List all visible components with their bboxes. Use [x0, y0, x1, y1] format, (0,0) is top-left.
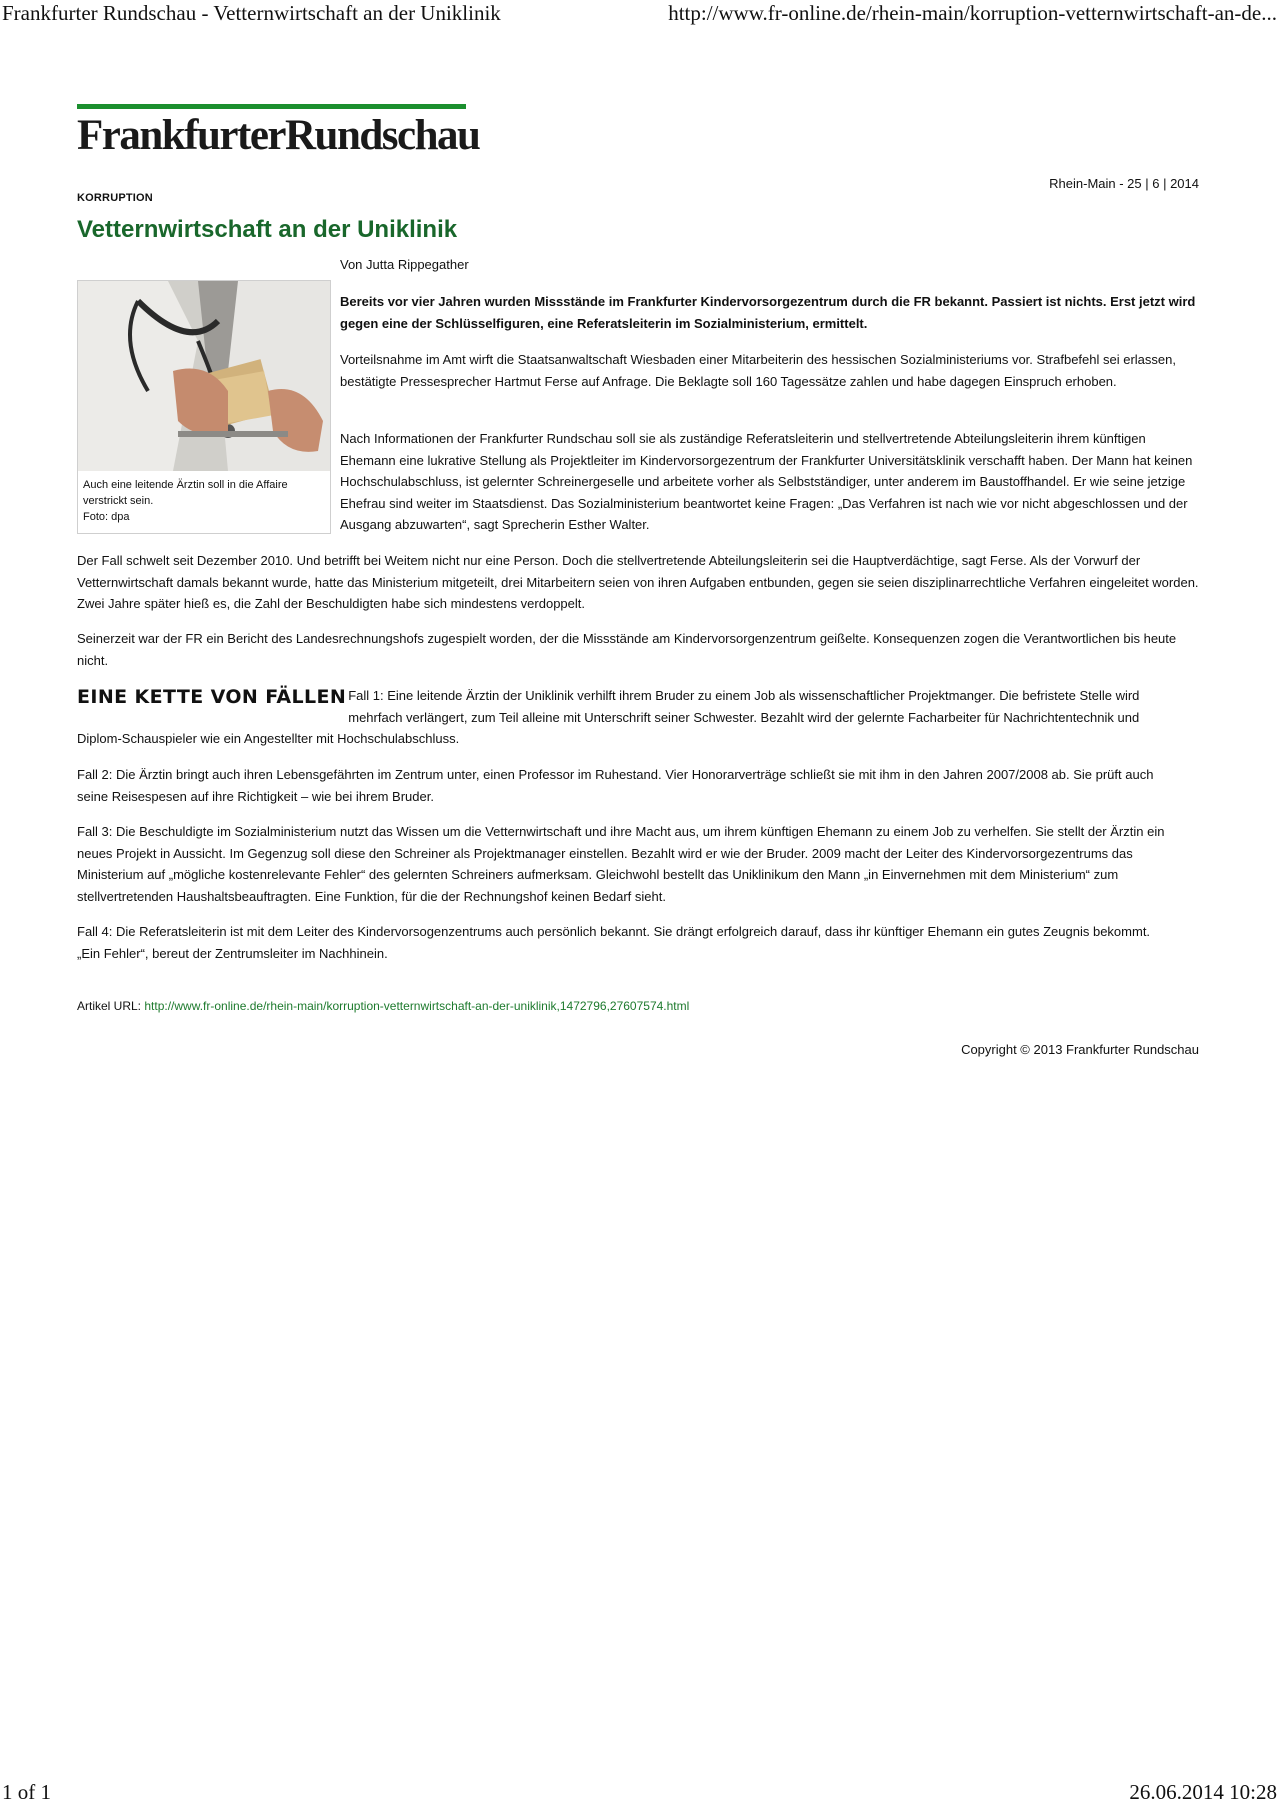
article-paragraph: Nach Informationen der Frankfurter Rundschau soll sie als zuständige Referatsleiterin und stellvertretende Abteilungsleiterin ihrem künftigen Ehemann eine lukrative Stellung als Projektleiter im Kindervorsorgezentrum der Frankfurter Universitätsklinik verschafft haben. Der Mann hat keinen Hochschulabschluss, ist gelernter Schreinergeselle und arbeitete vorher als Selbstständiger, unter anderem im Baustoffhandel. Er wie seine jetzige Ehefrau sind weiter im Staatsdienst. Das Sozialministerium beantwortet keine Fragen: „Das Verfahren ist nach wie vor nicht abgeschlossen und der Ausgang abzuwarten“, sagt Sprecherin Esther Walter. [340, 431, 1193, 532]
copyright-notice: Copyright © 2013 Frankfurter Rundschau [961, 1042, 1199, 1057]
print-footer [0, 1777, 1280, 1805]
article-photo [78, 281, 330, 471]
case-text: Fall 1: Eine leitende Ärztin der Uniklinik verhilft ihrem Bruder zu einem Job als wissenschaftlicher Projektmanger. Die befristete Stelle wird mehrfach verlängert, zum Teil alleine mit Unterschrift seiner Schwester. Bezahlt wird der gelernte Facharbeiter für Nachrichtentechnik und Diplom-Schauspieler wie ein Angestellter mit Hochschulabschluss. [77, 688, 1140, 746]
case-item: Fall 3: Die Beschuldigte im Sozialministerium nutzt das Wissen um die Vetternwirtschaft und ihre Macht aus, um ihrem künftigen Ehemann zu einem Job zu verhelfen. Sie stellt der Ärztin ein neues Projekt in Aussicht. Im Gegenzug soll diese den Schreiner als Projektmanager einstellen. Bezahlt wird er wie der Bruder. 2009 macht der Leiter des Kindervorsorgezentrums das Ministerium auf „mögliche kostenrelevante Fehler“ des gelernten Schreiners aufmerksam. Gleichwohl bestellt das Uniklinikum den Mann „in Einvernehmen mit dem Ministerium“ zum stellvertretenden Haushaltsbeauftragten. Eine Funktion, für die der Rechnungshof keinen Bedarf sieht. [77, 824, 1165, 904]
print-header [0, 0, 1280, 30]
print-footer-page: 1 of 1 [2, 1780, 51, 1804]
article-byline: Von Jutta Rippegather [340, 257, 469, 272]
article-paragraph: Seinerzeit war der FR ein Bericht des Landesrechnungshofs zugespielt worden, der die Missstände am Kindervorsorgenzentrum geißelte. Konsequenzen zogen die Verantwortlichen bis heute nicht. [77, 631, 1177, 668]
article-paragraph: Der Fall schwelt seit Dezember 2010. Und betrifft bei Weitem nicht nur eine Person. Doch die stellvertretende Abteilungsleiterin sei die Hauptverdächtige, sagt Ferse. Als der Vorwurf der Vetternwirtschaft damals bekannt wurde, hatte das Ministerium mitgeteilt, drei Mitarbeitern seien von ihren Aufgaben entbunden, gegen sie seien disziplinarrechtliche Verfahren eingeleitet worden. Zwei Jahre später hieß es, die Zahl der Beschuldigten habe sich mindestens verdoppelt. [77, 553, 1199, 611]
article-url-line [77, 999, 689, 1013]
print-header-url: http://www.fr-online.de/rhein-main/korruption-vetternwirtschaft-an-de... [668, 1, 1277, 25]
case-item: Fall 2: Die Ärztin bringt auch ihren Lebensgefährten im Zentrum unter, einen Professor im Ruhestand. Vier Honorarverträge schließt sie mit ihm in den Jahren 2007/2008 ab. Sie prüft auch seine Reisespesen auf ihre Richtigkeit – wie bei ihrem Bruder. [77, 767, 1154, 804]
case-item [77, 685, 1167, 750]
masthead-accent-bar [77, 104, 466, 109]
article-url-label: Artikel URL: [77, 999, 142, 1013]
case-item: Fall 4: Die Referatsleiterin ist mit dem Leiter des Kindervorsogenzentrums auch persönlich bekannt. Sie drängt erfolgreich darauf, dass ihr künftiger Ehemann ein gutes Zeugnis bekommt. „Ein Fehler“, bereut der Zentrumsleiter im Nachhinein. [77, 924, 1151, 961]
article-headline: Vetternwirtschaft an der Uniklinik [77, 216, 458, 243]
article-dateline: Rhein-Main - 25 | 6 | 2014 [1049, 176, 1199, 191]
article-kicker: KORRUPTION [77, 192, 153, 204]
article-image-box [77, 280, 331, 534]
image-caption [78, 471, 330, 525]
cases-box-heading: EINE KETTE VON FÄLLEN [77, 686, 347, 708]
image-credit: Foto: dpa [83, 511, 130, 523]
article-paragraph: Vorteilsnahme im Amt wirft die Staatsanwaltschaft Wiesbaden einer Mitarbeiterin des hessischen Sozialministeriums vor. Strafbefehl sei erlassen, bestätigte Pressesprecher Hartmut Ferse auf Anfrage. Die Beklagte soll 160 Tagessätze zahlen und habe dagegen Einspruch erhoben. [340, 352, 1176, 389]
article-url-link[interactable]: http://www.fr-online.de/rhein-main/korruption-vetternwirtschaft-an-der-uniklinik,1472796,27607574.html [144, 999, 690, 1013]
image-caption-text: Auch eine leitende Ärztin soll in die Affaire verstrickt sein. [83, 479, 288, 507]
print-footer-datetime: 26.06.2014 10:28 [1129, 1780, 1277, 1804]
masthead-logo: FrankfurterRundschau [77, 112, 480, 159]
print-header-title: Frankfurter Rundschau - Vetternwirtschaft an der Uniklinik [2, 1, 501, 25]
article-lead: Bereits vor vier Jahren wurden Missstände im Frankfurter Kindervorsorgezentrum durch die FR bekannt. Passiert ist nichts. Erst jetzt wird gegen eine der Schlüsselfiguren, eine Referatsleiterin im Sozialministerium, ermittelt. [340, 294, 1196, 331]
